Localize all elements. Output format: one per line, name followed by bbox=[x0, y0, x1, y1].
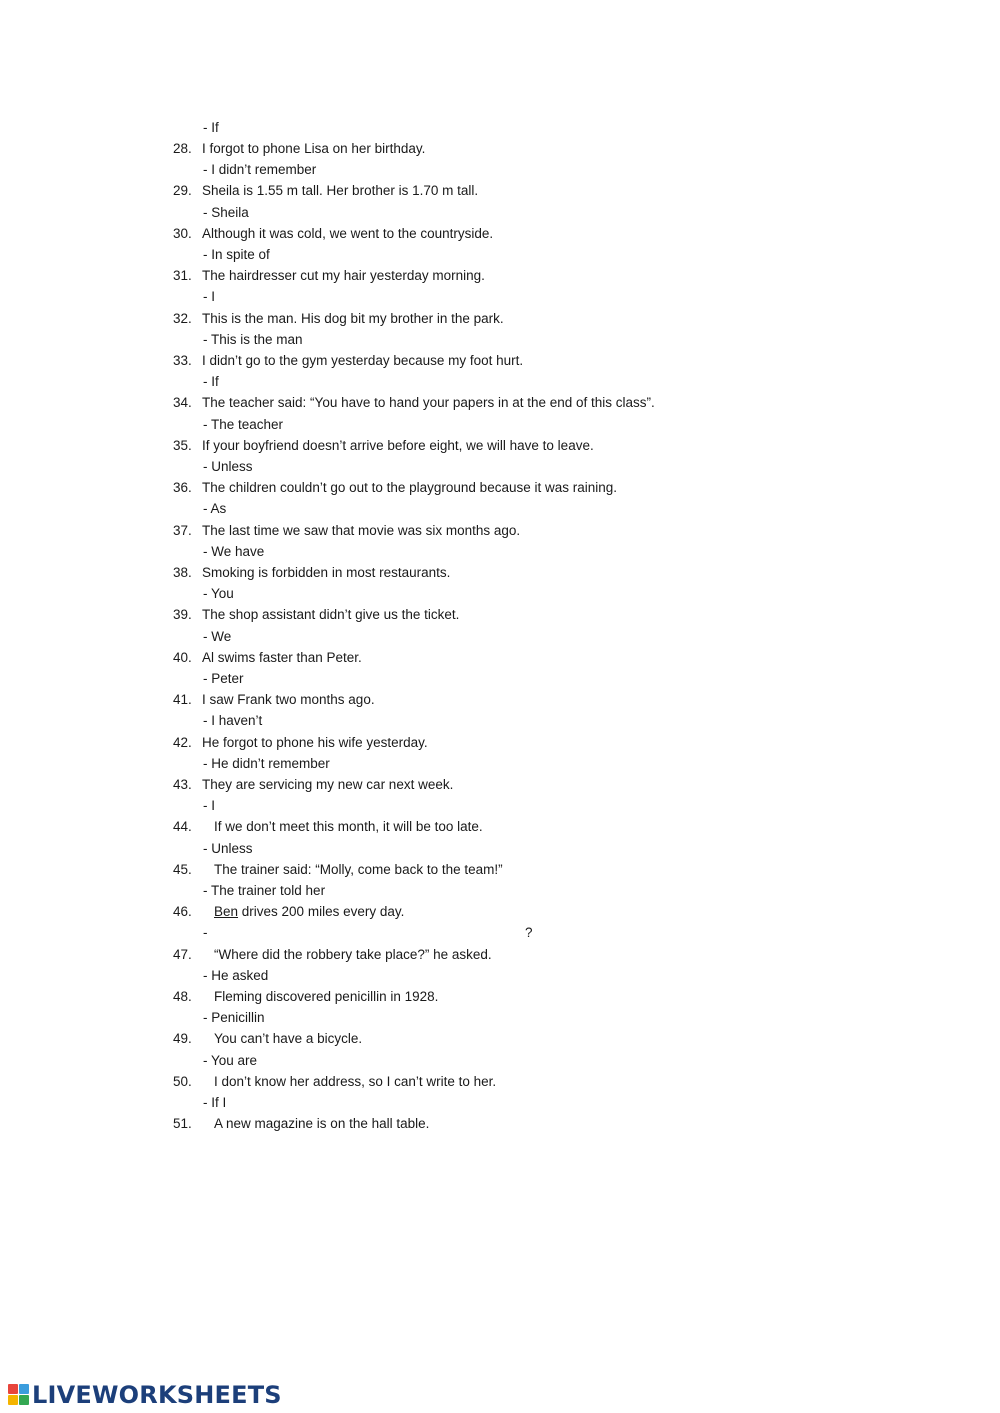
answer-prompt: - Unless bbox=[203, 459, 253, 474]
item-sentence: A new magazine is on the hall table. bbox=[214, 1116, 430, 1131]
item-sentence: Fleming discovered penicillin in 1928. bbox=[214, 989, 439, 1004]
item-number: 48. bbox=[173, 989, 192, 1004]
logo-block-yellow bbox=[8, 1395, 18, 1405]
answer-prompt: - The trainer told her bbox=[203, 883, 326, 898]
item-sentence: This is the man. His dog bit my brother in the park. bbox=[202, 311, 504, 326]
item-sentence: I didn’t go to the gym yesterday because my foot hurt. bbox=[202, 353, 524, 368]
answer-prompt: - You are bbox=[203, 1053, 258, 1068]
answer-prompt: - We bbox=[203, 629, 232, 644]
item-sentence: Smoking is forbidden in most restaurants. bbox=[202, 565, 451, 580]
answer-prompt: - This is the man bbox=[203, 332, 303, 347]
answer-prompt: - I bbox=[203, 798, 215, 813]
item-number: 50. bbox=[173, 1074, 192, 1089]
answer-prompt: - He asked bbox=[203, 968, 269, 983]
item-number: 43. bbox=[173, 777, 192, 792]
item-number: 30. bbox=[173, 226, 192, 241]
item-sentence: You can’t have a bicycle. bbox=[214, 1031, 363, 1046]
item-number: 28. bbox=[173, 141, 192, 156]
logo-block-blue bbox=[19, 1384, 29, 1394]
item-sentence bbox=[214, 903, 404, 921]
item-number: 33. bbox=[173, 353, 192, 368]
item-sentence: I don’t know her address, so I can’t write to her. bbox=[214, 1074, 497, 1089]
answer-prompt: - Peter bbox=[203, 671, 244, 686]
answer-prompt: - Unless bbox=[203, 841, 253, 856]
answer-prompt: - I haven’t bbox=[203, 713, 263, 728]
sentence-rest: drives 200 miles every day. bbox=[238, 904, 405, 919]
item-number: 39. bbox=[173, 607, 192, 622]
logo-block-green bbox=[19, 1395, 29, 1405]
answer-prompt: - If I bbox=[203, 1095, 227, 1110]
item-number: 36. bbox=[173, 480, 192, 495]
answer-prompt: - If bbox=[203, 374, 219, 389]
item-sentence: The hairdresser cut my hair yesterday morning. bbox=[202, 268, 485, 283]
item-number: 44. bbox=[173, 819, 192, 834]
answer-prompt: - bbox=[203, 925, 208, 940]
item-number: 45. bbox=[173, 862, 192, 877]
item-number: 46. bbox=[173, 904, 192, 919]
logo-blocks-icon bbox=[8, 1384, 30, 1406]
item-sentence: The children couldn’t go out to the playground because it was raining. bbox=[202, 480, 618, 495]
item-number: 41. bbox=[173, 692, 192, 707]
item-sentence: If your boyfriend doesn’t arrive before eight, we will have to leave. bbox=[202, 438, 594, 453]
answer-prompt: - He didn’t remember bbox=[203, 756, 330, 771]
item-sentence: He forgot to phone his wife yesterday. bbox=[202, 735, 428, 750]
answer-prompt: - The teacher bbox=[203, 417, 284, 432]
answer-prompt: - If bbox=[203, 120, 219, 135]
item-number: 49. bbox=[173, 1031, 192, 1046]
logo-text: LIVEWORKSHEETS bbox=[32, 1381, 282, 1409]
item-number: 31. bbox=[173, 268, 192, 283]
item-number: 51. bbox=[173, 1116, 192, 1131]
answer-prompt: - We have bbox=[203, 544, 265, 559]
item-sentence: Sheila is 1.55 m tall. Her brother is 1.70 m tall. bbox=[202, 183, 479, 198]
item-sentence: Al swims faster than Peter. bbox=[202, 650, 362, 665]
answer-prompt: - I bbox=[203, 289, 215, 304]
answer-prompt: - In spite of bbox=[203, 247, 270, 262]
item-sentence: The trainer said: “Molly, come back to the team!” bbox=[214, 862, 503, 877]
item-sentence: Although it was cold, we went to the countryside. bbox=[202, 226, 494, 241]
item-number: 42. bbox=[173, 735, 192, 750]
underlined-subject: Ben bbox=[214, 904, 239, 919]
logo-block-red bbox=[8, 1384, 18, 1394]
answer-prompt: - You bbox=[203, 586, 234, 601]
answer-prompt: - I didn’t remember bbox=[203, 162, 317, 177]
item-sentence: The shop assistant didn’t give us the ticket. bbox=[202, 607, 460, 622]
item-sentence: “Where did the robbery take place?” he asked. bbox=[214, 947, 492, 962]
item-sentence: If we don’t meet this month, it will be too late. bbox=[214, 819, 483, 834]
answer-prompt: - As bbox=[203, 501, 227, 516]
item-number: 35. bbox=[173, 438, 192, 453]
question-mark: ? bbox=[525, 925, 533, 940]
item-sentence: I forgot to phone Lisa on her birthday. bbox=[202, 141, 426, 156]
item-number: 40. bbox=[173, 650, 192, 665]
item-number: 34. bbox=[173, 395, 192, 410]
answer-prompt: - Penicillin bbox=[203, 1010, 265, 1025]
liveworksheets-logo bbox=[8, 1382, 282, 1408]
item-number: 47. bbox=[173, 947, 192, 962]
item-number: 29. bbox=[173, 183, 192, 198]
item-sentence: I saw Frank two months ago. bbox=[202, 692, 375, 707]
item-number: 38. bbox=[173, 565, 192, 580]
item-sentence: The last time we saw that movie was six months ago. bbox=[202, 523, 521, 538]
item-number: 32. bbox=[173, 311, 192, 326]
item-sentence: They are servicing my new car next week. bbox=[202, 777, 454, 792]
item-sentence: The teacher said: “You have to hand your papers in at the end of this class”. bbox=[202, 395, 655, 410]
answer-prompt: - Sheila bbox=[203, 205, 249, 220]
item-number: 37. bbox=[173, 523, 192, 538]
